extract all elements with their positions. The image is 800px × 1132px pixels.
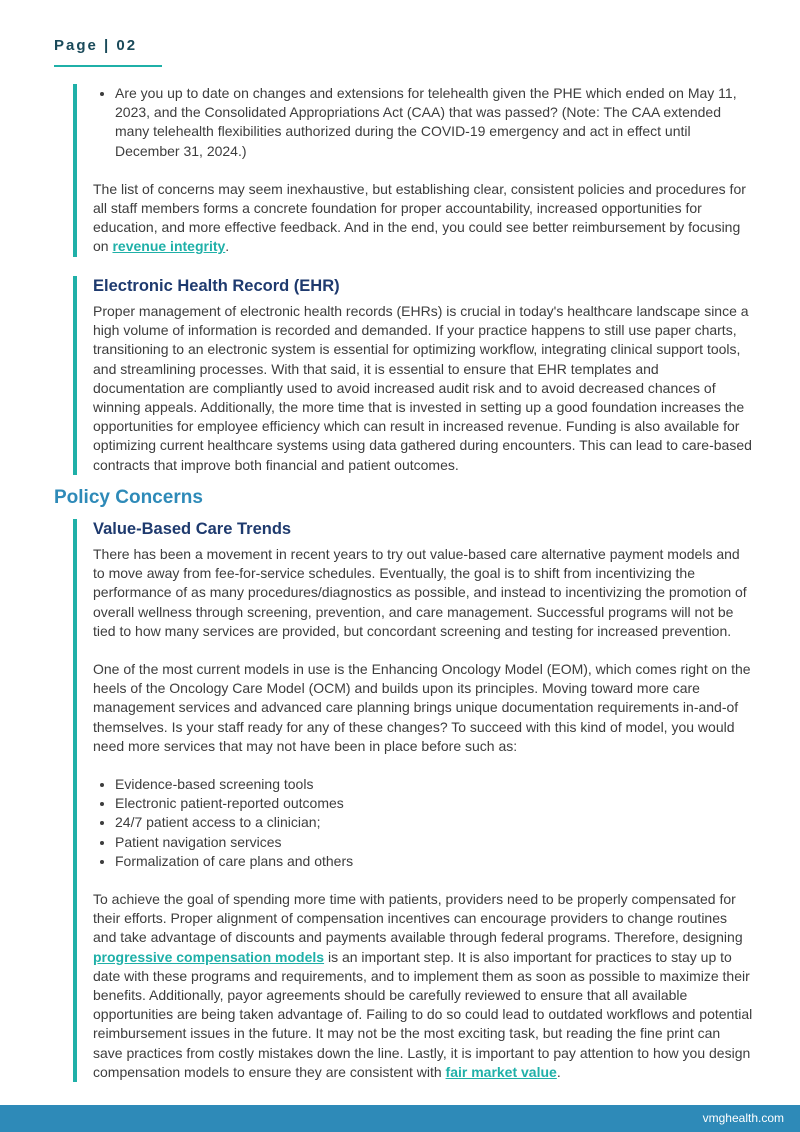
page-label: Page | 02 <box>54 37 138 54</box>
list-item: • Evidence-based screening tools <box>115 775 753 794</box>
value-based-care-block <box>73 519 753 1082</box>
policy-concerns-heading: Policy Concerns <box>54 487 203 508</box>
revenue-integrity-link[interactable]: revenue integrity <box>112 238 226 255</box>
page-label-underline <box>54 65 162 67</box>
value-based-paragraph-3: To achieve the goal of spending more time with patients, providers need to be properly compensated for their efforts. Proper alignment of compensation incentives can encourage providers to change routines and take advantage of discounts and payments available through federal programs. Therefore, designing progressive compensation models is an important step. It is also important for practices to stay up to date with these programs and requirements, and to implement them as soon as possible to maximize their benefits. Additionally, payor agreements should be carefully reviewed to ensure that all available opportunities are being taken advantage of. Failing to do so could lead to outdated workflows and potential reimbursement issues in the future. It may not be the most exciting task, but reading the fine print can save practices from costly mistakes down the line. Lastly, it is important to pay attention to how you design compensation models to ensure they are consistent with fair market value. <box>93 891 753 1080</box>
ehr-paragraph: Proper management of electronic health records (EHRs) is crucial in today's healthcare landscape since a high volume of information is recorded and demanded. If your practice happens to still use paper charts, transitioning to an electronic system is essential for optimizing workflow, integrating clinical support tools, and streamlining processes. With that said, it is essential to ensure that EHR templates and documentation are compliantly used to avoid increased audit risk and to avoid decreased chances of winning appeals. Additionally, the more time that is invested in setting up a good foundation increases the opportunities for employee efficiency which can result in increased revenue. Funding is also available for optimizing current healthcare systems using data gathered during encounters. This can lead to care-based contracts that improve both financial and patient outcomes. <box>93 303 752 473</box>
value-based-paragraph-2: One of the most current models in use is the Enhancing Oncology Model (EOM), which comes right on the heels of the Oncology Care Model (OCM) and builds upon its principles. Moving toward more care management services and advanced care planning brings unique documentation requirements in-and-of themselves. Is your staff ready for any of these changes? To succeed with this kind of model, you would need more services that may not have been in place before such as: <box>93 661 751 754</box>
revenue-integrity-paragraph: The list of concerns may seem inexhaustive, but establishing clear, consistent policies and procedures for all staff members forms a concrete foundation for proper accountability, increased opportunities for education, and more effective feedback. And in the end, you could see better reimbursement by focusing on revenue integrity. <box>93 180 746 255</box>
fair-market-value-link[interactable]: fair market value <box>445 1063 557 1080</box>
value-based-paragraph-1: There has been a movement in recent years to try out value-based care alternative payment models and to move away from fee-for-service schedules. Eventually, the goal is to shift from incentivizing the performance of as many procedures/diagnostics as possible, and instead to incentivizing the promotion of overall wellness through screening, prevention, and care management. Successful programs will not be tied to how many services are provided, but concordant screening and testing for increased prevention. <box>93 546 747 639</box>
telehealth-list <box>93 84 753 161</box>
list-item: • Patient navigation services <box>115 833 753 852</box>
list-item: • Electronic patient-reported outcomes <box>115 794 753 813</box>
telehealth-block <box>73 84 753 257</box>
list-item: • Formalization of care plans and others <box>115 852 753 871</box>
list-item: • 24/7 patient access to a clinician; <box>115 813 753 832</box>
footer-website: vmghealth.com <box>702 1111 784 1125</box>
ehr-block <box>73 276 753 475</box>
list-item: • Are you up to date on changes and extensions for telehealth given the PHE which ended on May 11, 2023, and the Consolidated Appropriations Act (CAA) that was passed? (Note: The CAA extended many telehealth flexibilities authorized during the COVID-19 emergency and act in effect until December 31, 2024.) <box>115 84 753 161</box>
ehr-heading: Electronic Health Record (EHR) <box>93 277 340 295</box>
progressive-compensation-link[interactable]: progressive compensation models <box>93 948 325 965</box>
footer-bar <box>0 1105 800 1132</box>
value-based-care-heading: Value-Based Care Trends <box>93 520 292 538</box>
services-list <box>93 775 753 871</box>
